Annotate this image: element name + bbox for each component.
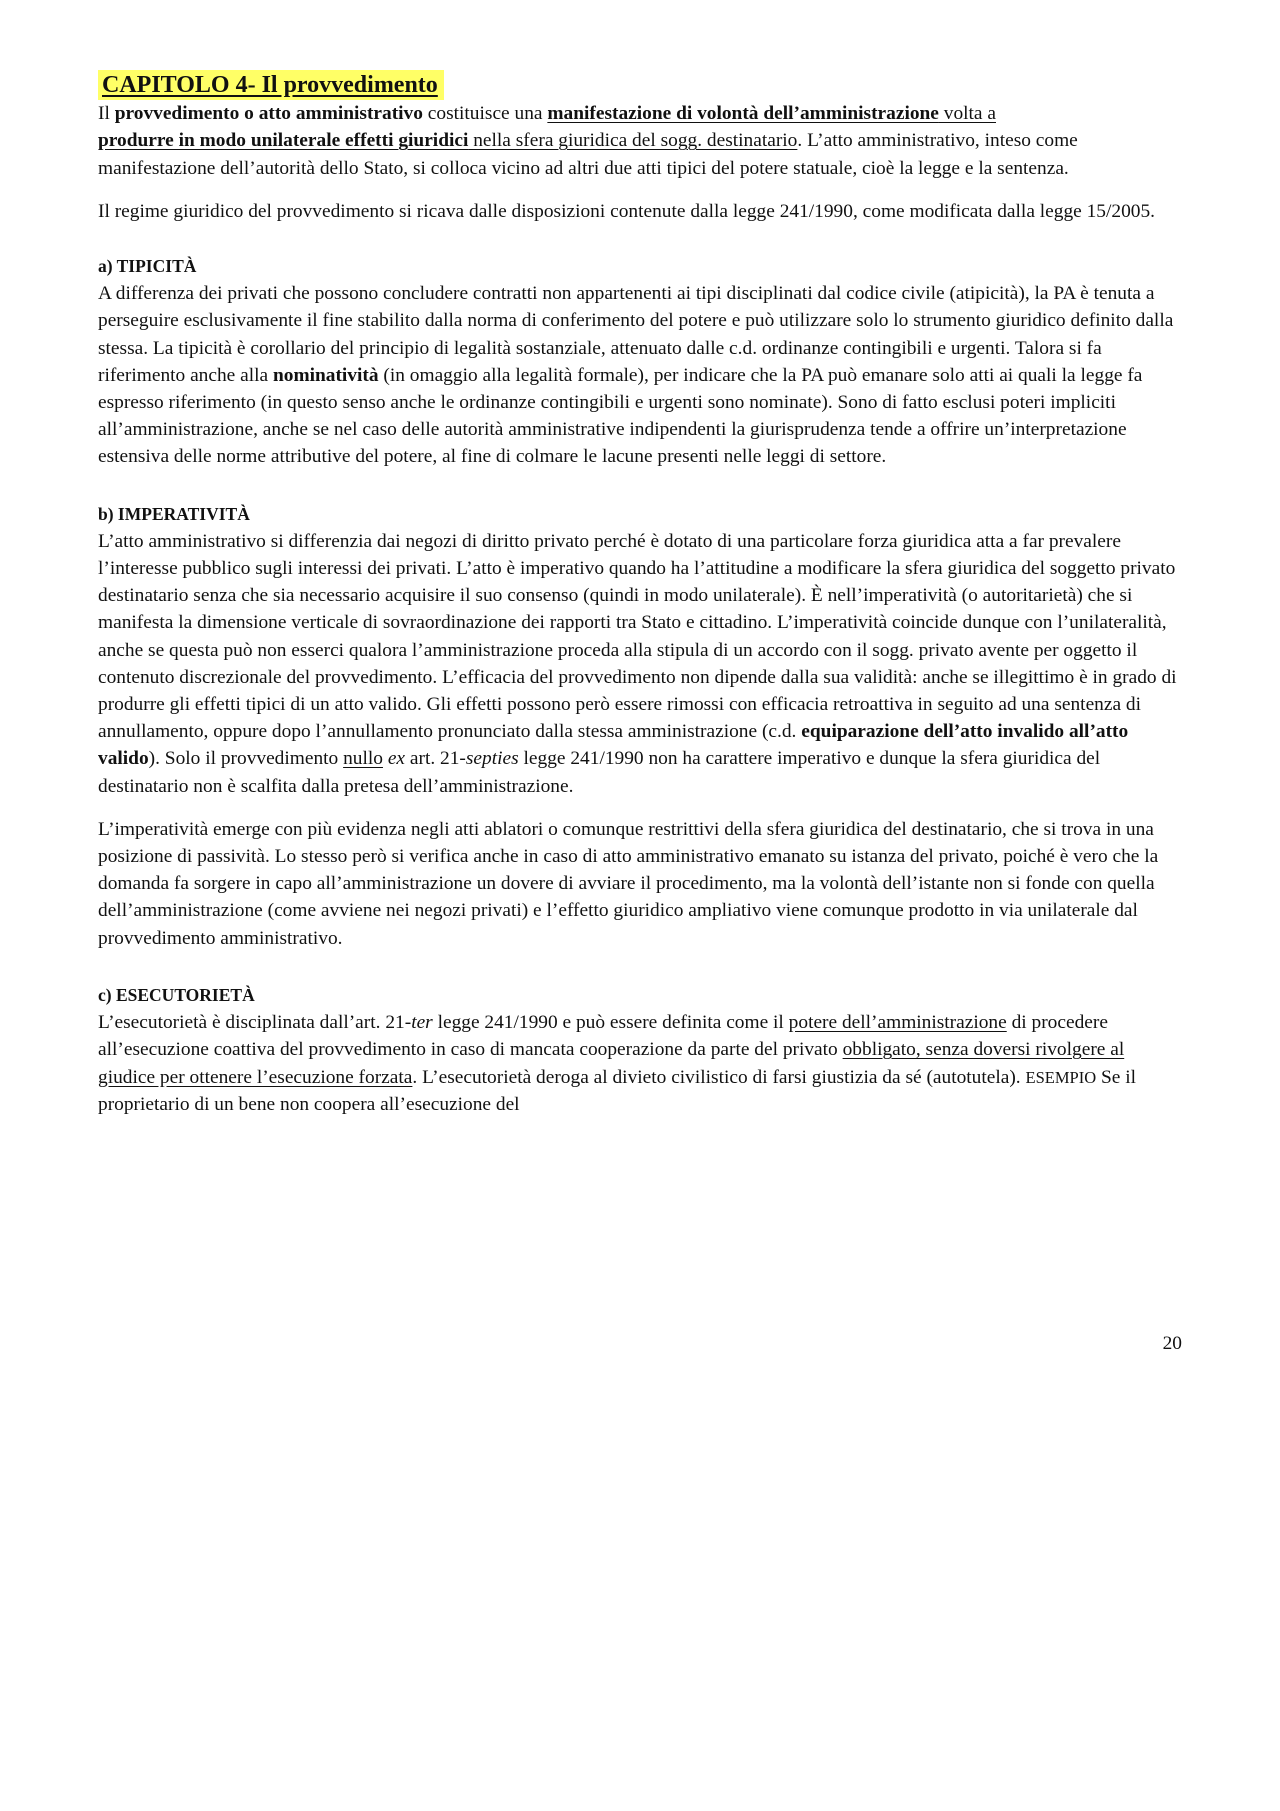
text-run: A differenza dei privati che possono concludere contratti non appartenenti ai tipi disciplinati dal codice civile (atipicità), la PA è tenuta a perseguire esclusivamente il fine stabilito dalla norma di conferimento del potere e può utilizzare solo lo strumento giuridico definito dalla stessa. La tipicità è corollario del principio di legalità sostanziale, attenuato dalle c.d. ordinanze contingibili e urgenti. Talora si fa riferimento anche alla <box>98 283 1174 386</box>
italic-text: septies <box>465 748 519 770</box>
page-number: 20 <box>1162 1333 1182 1354</box>
bold-underlined-term: produrre in modo unilaterale effetti giuridici <box>98 130 469 152</box>
text-run: legge 241/1990 non ha carattere imperativo e dunque la sfera giuridica del destinatario non è scalfita dalla pretesa dell’amministrazione. <box>98 748 1101 797</box>
italic-text: ex <box>387 748 406 770</box>
bold-underlined-term: manifestazione di volontà dell’amministrazione <box>547 103 939 125</box>
intro-paragraph <box>98 100 1182 182</box>
bold-term: provvedimento o atto amministrativo <box>114 103 423 125</box>
example-label: ESEMPIO <box>1025 1067 1097 1087</box>
text-run: ). Solo il provvedimento <box>148 748 344 770</box>
imperativita-paragraph <box>98 528 1182 800</box>
section-heading-tipicita: a) TIPICITÀ <box>98 256 197 277</box>
text-run: costituisce una <box>422 103 548 125</box>
underlined-text: nella sfera giuridica del sogg. destinatario <box>468 130 798 152</box>
text-run: L’esecutorietà è disciplinata dall’art. 21- <box>98 1012 412 1034</box>
text-run: . L’atto amministrativo, inteso come manifestazione dell’autorità dello Stato, si colloca vicino ad altri due atti tipici del potere statuale, cioè la legge e la sentenza. <box>98 130 1078 179</box>
underlined-text: nullo <box>343 748 383 770</box>
section-heading-esecutorieta: c) ESECUTORIETÀ <box>98 984 255 1005</box>
text-run: Se il proprietario di un bene non coopera all’esecuzione del <box>98 1066 1136 1115</box>
italic-text: ter <box>411 1012 433 1034</box>
underlined-text: obbligato, senza doversi rivolgere al giudice per ottenere l’esecuzione forzata <box>98 1039 1125 1088</box>
bold-term: nominatività <box>272 364 379 386</box>
tipicita-paragraph <box>98 280 1182 470</box>
underlined-text: volta a <box>938 103 996 125</box>
text-run: Il <box>98 103 115 125</box>
text-run: L’atto amministrativo si differenzia dai negozi di diritto privato perché è dotato di una particolare forza giuridica atta a far prevalere l’interesse pubblico sugli interessi dei privati. L’atto è imperativo quando ha l’attitudine a modificare la sfera giuridica del soggetto privato destinatario senza che sia necessario acquisire il suo consenso (quindi in modo unilaterale). È nell’imperatività (o autoritarietà) che si manifesta la dimensione verticale di sovraordinazione dei rapporti tra Stato e cittadino. L’imperatività coincide dunque con l’unilateralità, anche se questa può non esserci qualora l’amministrazione proceda alla stipula di un accordo con il sogg. privato avente per oggetto il contenuto discrezionale del provvedimento. L’efficacia del provvedimento non dipende dalla sua validità: anche se illegittimo è in grado di produrre gli effetti tipici di un atto valido. Gli effetti possono però essere rimossi con efficacia retroattiva in seguito ad una sentenza di annullamento, oppure dopo l’annullamento pronunciato dalla stessa amministrazione (c.d. <box>98 530 1177 743</box>
chapter-title: CAPITOLO 4- Il provvedimento <box>98 70 444 100</box>
text-run: di procedere all’esecuzione coattiva del provvedimento in caso di mancata cooperazione da parte del privato <box>98 1012 1108 1061</box>
bold-term: equiparazione dell’atto invalido all’atto valido <box>98 721 1129 770</box>
text-run: . L’esecutorietà deroga al divieto civilistico di farsi giustizia da sé (autotutela). <box>412 1066 1026 1088</box>
regime-paragraph: Il regime giuridico del provvedimento si ricava dalle disposizioni contenute dalla legge 241/1990, come modificata dalla legge 15/2005. <box>98 200 1156 222</box>
esecutorieta-paragraph <box>98 1009 1182 1118</box>
text-run: art. 21- <box>405 748 466 770</box>
text-run: legge 241/1990 e può essere definita come il <box>432 1012 789 1034</box>
underlined-text: potere dell’amministrazione <box>788 1012 1007 1034</box>
section-heading-imperativita: b) IMPERATIVITÀ <box>98 503 250 524</box>
imperativita-paragraph-2: L’imperatività emerge con più evidenza negli atti ablatori o comunque restrittivi della sfera giuridica del destinatario, che si trova in una posizione di passività. Lo stesso però si verifica anche in caso di atto amministrativo emanato su istanza del privato, poiché è vero che la domanda fa sorgere in capo all’amministrazione un dovere di avviare il procedimento, ma la volontà dell’istante non si fonde con quella dell’amministrazione (come avviene nei negozi privati) e l’effetto giuridico ampliativo viene comunque prodotto in via unilaterale dal provvedimento amministrativo. <box>98 818 1159 949</box>
text-run: (in omaggio alla legalità formale), per indicare che la PA può emanare solo atti ai quali la legge fa espresso riferimento (in questo senso anche le ordinanze contingibili e urgenti sono nominate). Sono di fatto esclusi poteri impliciti all’amministrazione, anche se nel caso delle autorità amministrative indipendenti la giurisprudenza tende a offrire un’interpretazione estensiva delle norme attributive del potere, al fine di colmare le lacune presenti nelle leggi di settore. <box>98 364 1143 468</box>
page-content <box>98 70 1182 1118</box>
